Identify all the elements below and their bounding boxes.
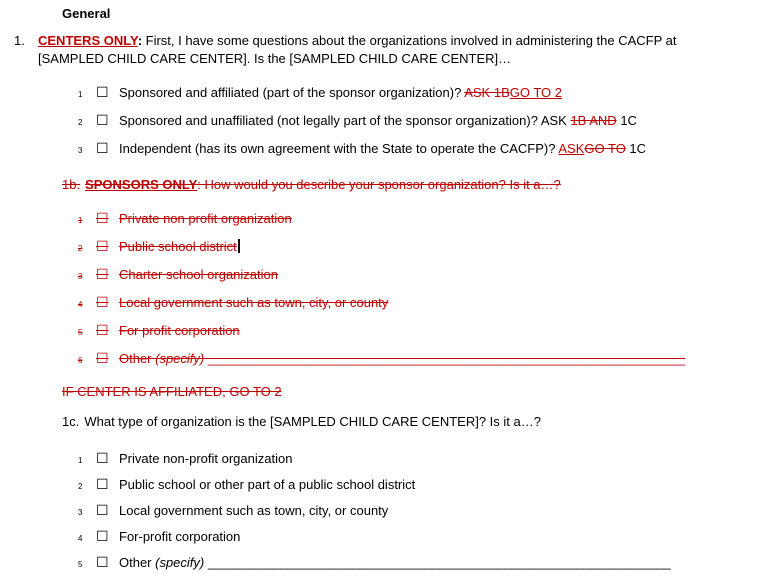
question-1c-text: What type of organization is the [SAMPLED CHILD CARE CENTER]? Is it a…?	[84, 414, 541, 429]
checkbox-icon[interactable]: ☐	[96, 476, 109, 492]
question-1b-number: 1b.	[62, 177, 81, 192]
branch-instruction	[62, 383, 748, 401]
option-label	[119, 294, 388, 312]
checkbox-icon[interactable]: ☐	[96, 238, 109, 254]
option-row	[78, 210, 748, 230]
checkbox-icon[interactable]: ☐	[96, 350, 109, 366]
branch-instruction-text: IF CENTER IS AFFILIATED, GO TO 2	[62, 384, 282, 399]
option-number: 1	[78, 90, 83, 99]
option-row	[78, 266, 748, 286]
option-label	[119, 554, 671, 572]
checkbox-icon[interactable]: ☐	[96, 322, 109, 338]
option-text: Public school district	[119, 239, 237, 254]
checkbox-icon[interactable]: ☐	[96, 528, 109, 544]
option-label	[119, 140, 646, 158]
option-row	[78, 450, 748, 470]
option-number: 3	[78, 272, 83, 281]
inserted-text: GO TO 2	[509, 85, 563, 100]
option-label	[119, 266, 278, 284]
option-text: Private non-profit organization	[119, 451, 293, 466]
option-row	[78, 502, 748, 522]
option-row	[78, 476, 748, 496]
option-text: Local government such as town, city, or county	[119, 503, 389, 518]
option-label	[119, 210, 292, 228]
checkbox-icon[interactable]: ☐	[96, 502, 109, 518]
checkbox-icon[interactable]: ☐	[96, 84, 109, 100]
question-1b-label: SPONSORS ONLY	[85, 177, 198, 192]
deleted-text: GO TO	[584, 141, 626, 156]
option-text: Charter school organization	[119, 267, 278, 282]
option-text: Public school or other part of a public school district	[119, 477, 416, 492]
option-number: 1	[78, 456, 83, 465]
option-text: Sponsored and unaffiliated (not legally part of the sponsor organization)? ASK	[119, 113, 571, 128]
inserted-text: CENTERS ONLY	[38, 33, 138, 48]
option-number: 2	[78, 244, 83, 253]
option-label	[119, 350, 685, 368]
option-number: 2	[78, 482, 83, 491]
option-text: Other	[119, 351, 156, 366]
option-row	[78, 322, 748, 342]
option-row	[78, 528, 748, 548]
checkbox-icon[interactable]: ☐	[96, 294, 109, 310]
option-number: 5	[78, 328, 83, 337]
option-number: 5	[78, 560, 83, 569]
option-row	[78, 112, 748, 132]
option-text: For profit corporation	[119, 323, 240, 338]
option-row	[78, 238, 748, 258]
option-label	[119, 112, 637, 130]
option-text-after: 1C	[616, 113, 637, 128]
section-heading: General	[62, 6, 111, 21]
option-number: 2	[78, 118, 83, 127]
option-label	[119, 528, 240, 546]
question-1b-heading	[62, 176, 748, 194]
option-label	[119, 502, 388, 520]
checkbox-icon[interactable]: ☐	[96, 554, 109, 570]
option-label	[119, 238, 240, 256]
question-1-intro: First, I have some questions about the organizations involved in administering the CACFP at [SAMPLED CHILD CARE CENTER]. Is the [SAMPLED CHILD CARE CENTER]…	[38, 33, 677, 66]
question-1c-options	[78, 450, 748, 574]
question-1c-number: 1c.	[62, 414, 80, 429]
question-1-options	[78, 84, 748, 160]
option-number: 4	[78, 534, 83, 543]
checkbox-icon[interactable]: ☐	[96, 140, 109, 156]
option-text: Other	[119, 555, 156, 570]
option-row	[78, 84, 748, 104]
question-1-number: 1.	[14, 33, 25, 48]
specify-label: (specify)	[155, 555, 205, 570]
checkbox-icon[interactable]: ☐	[96, 450, 109, 466]
option-text: Sponsored and affiliated (part of the sponsor organization)?	[119, 85, 465, 100]
option-text: Local government such as town, city, or county	[119, 295, 389, 310]
option-row	[78, 294, 748, 314]
question-1b-options	[78, 210, 748, 370]
option-row	[78, 350, 748, 370]
option-number: 6	[78, 356, 83, 365]
option-text: For-profit corporation	[119, 529, 241, 544]
option-label	[119, 322, 240, 340]
checkbox-icon[interactable]: ☐	[96, 210, 109, 226]
option-text: Independent (has its own agreement with the State to operate the CACFP)?	[119, 141, 559, 156]
option-row	[78, 140, 748, 160]
option-text-after: 1C	[625, 141, 647, 156]
deleted-text: ASK 1B	[464, 85, 510, 100]
fill-in-blank[interactable]: __________________________________________________________________	[204, 351, 686, 366]
checkbox-icon[interactable]: ☐	[96, 266, 109, 282]
question-1-text	[38, 32, 740, 68]
checkbox-icon[interactable]: ☐	[96, 112, 109, 128]
fill-in-blank[interactable]: ________________________________________________________________	[204, 555, 671, 570]
option-row	[78, 554, 748, 574]
deleted-text: 1B AND	[570, 113, 617, 128]
inserted-text: ASK	[558, 141, 585, 156]
question-1c-heading	[62, 413, 748, 431]
label-separator: :	[137, 33, 146, 48]
option-label	[119, 84, 562, 102]
option-number: 3	[78, 508, 83, 517]
option-label	[119, 476, 415, 494]
text-cursor	[238, 239, 240, 253]
question-1b-rest: : How would you describe your sponsor organization? Is it a…?	[197, 177, 561, 192]
option-number: 3	[78, 146, 83, 155]
question-1	[14, 32, 748, 68]
specify-label: (specify)	[155, 351, 205, 366]
option-number: 1	[78, 216, 83, 225]
question-1b-text	[85, 176, 561, 194]
option-text: Private non profit organization	[119, 211, 292, 226]
option-label	[119, 450, 292, 468]
option-number: 4	[78, 300, 83, 309]
